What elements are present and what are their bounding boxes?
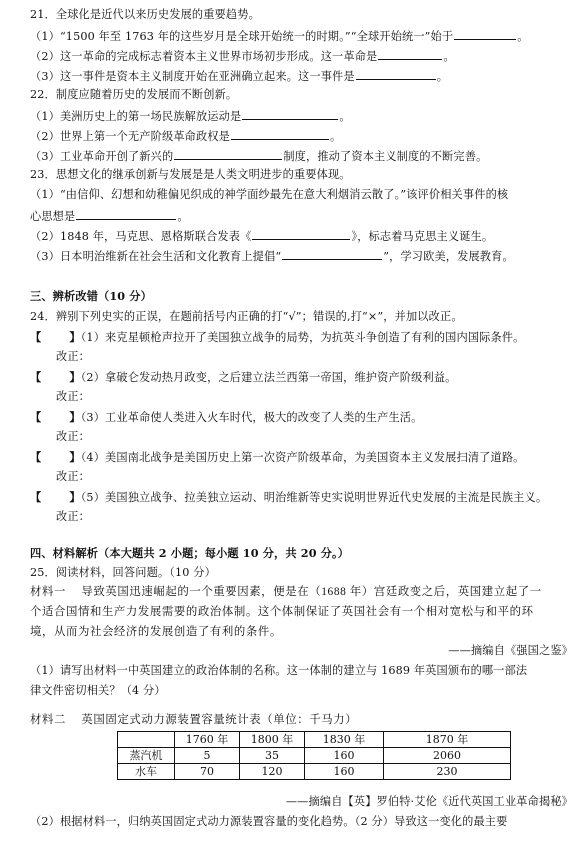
power-capacity-table — [117, 731, 511, 780]
q24-item-2: 【 】（2）拿破仑发动热月政变，之后建立法兰西第一帝国，维护资产阶级利益。 — [30, 370, 457, 384]
q24-item-3: 【 】（3）工业革命使人类进入火车时代，极大的改变了人类的生产生活。 — [30, 410, 423, 424]
q23-part3: （3）日本明治维新在社会生活和文化教育上提倡“ ”，学习欧美，发展教育。 — [30, 250, 514, 263]
table-header-cell — [118, 732, 175, 748]
section3-title: 三、辨析改错（10 分） — [30, 289, 152, 303]
q24-item-1: 【 】（1）来克星顿枪声拉开了美国独立战争的局势，为抗英斗争创造了有利的国内国际条件。 — [30, 330, 525, 344]
q21-part3: （3）这一事件是资本主义制度开始在亚洲确立起来。这一事件是 。 — [30, 70, 449, 83]
q22-part2: （2）世界上第一个无产阶级革命政权是 。 — [30, 130, 342, 143]
table-cell: 水车 — [118, 764, 175, 780]
material2-source: ——摘编自【英】罗伯特·艾伦《近代英国工业革命揭秘》 — [285, 795, 573, 808]
q25-part1-line1: （1）请写出材料一中英国建立的政治体制的名称。这一体制的建立与 1689 年英国颁布的哪一部法 — [30, 664, 528, 677]
q21-part1: （1）“1500 年至 1763 年的这些岁月是全球开始统一的时期。”“全球开始统一”始于 。 — [30, 30, 529, 43]
table-header-cell: 1800 年 — [240, 732, 305, 748]
material1-line1: 材料一 导致英国迅速崛起的一个重要因素，便是在（1688 年）宫廷政变之后，英国建立起了一 — [30, 586, 542, 598]
table-cell: 230 — [384, 764, 511, 780]
q24-fix-5: 改正： — [56, 510, 91, 523]
q24-fix-3: 改正： — [56, 430, 91, 443]
answer-blank[interactable] — [231, 128, 329, 140]
table-cell: 70 — [175, 764, 240, 780]
table-cell: 160 — [305, 764, 384, 780]
q25-stem: 25．阅读材料，回答问题。（10 分） — [30, 566, 216, 579]
q24-stem: 24．辨别下列史实的正误，在题前括号内正确的打“√”；错误的,打“×”，并加以改正。 — [30, 310, 463, 323]
q22-part3: （3）工业革命开创了新兴的 制度，推动了资本主义制度的不断完善。 — [30, 150, 488, 163]
q23-part2: （2）1848 年，马克思、恩格斯联合发表《 》，标志着马克思主义诞生。 — [30, 230, 494, 243]
answer-blank[interactable] — [242, 108, 338, 120]
answer-blank[interactable] — [76, 208, 176, 220]
table-cell: 160 — [305, 748, 384, 764]
q23-stem: 23．思想文化的继承创新与发展是是人类文明进步的重要体现。 — [30, 168, 351, 181]
q21-stem: 21．全球化是近代以来历史发展的重要趋势。 — [30, 8, 260, 21]
table-row — [118, 764, 511, 780]
q24-item-4: 【 】（4）美国南北战争是美国历史上第一次资产阶级革命，为美国资本主义发展扫清了道路。 — [30, 450, 525, 464]
q23-part1-line1: （1）“由信仰、幻想和幼稚偏见织成的神学面纱最先在意大利烟消云散了。”该评价相关事件的核 — [30, 188, 509, 201]
q22-stem: 22．制度应随着历史的发展而不断创新。 — [30, 88, 238, 101]
q25-part2: （2）根据材料一，归纳英国固定式动力源装置容量的变化趋势。（2 分）导致这一变化的最主要 — [30, 815, 508, 828]
q24-fix-4: 改正： — [56, 470, 91, 483]
answer-blank[interactable] — [356, 68, 436, 80]
q22-part1: （1）美洲历史上的第一场民族解放运动是 。 — [30, 110, 351, 123]
answer-blank[interactable] — [378, 48, 442, 60]
table-cell: 2060 — [384, 748, 511, 764]
table-row — [118, 748, 511, 764]
q24-fix-1: 改正： — [56, 350, 91, 363]
table-cell: 蒸汽机 — [118, 748, 175, 764]
q24-item-5: 【 】（5）美国独立战争、拉美独立运动、明治维新等史实说明世界近代史发展的主流是民族主义。 — [30, 490, 548, 504]
table-header-cell: 1760 年 — [175, 732, 240, 748]
section4-title: 四、材料解析（本大题共 2 小题；每小题 10 分，共 20 分。） — [30, 546, 350, 560]
answer-blank[interactable] — [174, 148, 282, 160]
q25-part1-line2: 律文件密切相关？（4 分） — [30, 684, 166, 697]
q21-part2: （2）这一革命的完成标志着资本主义世界市场初步形成。这一革命是 。 — [30, 50, 455, 63]
table-header-cell: 1870 年 — [384, 732, 511, 748]
table-cell: 5 — [175, 748, 240, 764]
table-header-row — [118, 732, 511, 748]
q23-part1-line2: 心思想是 。 — [30, 210, 189, 223]
answer-blank[interactable] — [252, 228, 350, 240]
material1-source: ——摘编自《强国之鉴》 — [448, 644, 573, 657]
q24-fix-2: 改正： — [56, 390, 91, 403]
material1-line3: 境，从而为社会经济的发展创造了有利的条件。 — [30, 626, 282, 638]
table-cell: 35 — [240, 748, 305, 764]
answer-blank[interactable] — [454, 28, 516, 40]
material2-title: 材料二 英国固定式动力源装置容量统计表（单位：千马力） — [30, 714, 358, 726]
table-header-cell: 1830 年 — [305, 732, 384, 748]
table-cell: 120 — [240, 764, 305, 780]
answer-blank[interactable] — [282, 248, 382, 260]
material1-line2: 个适合国情和生产力发展需要的政治体制。这个体制保证了英国社会有一个相对宽松与和平的环 — [30, 606, 534, 618]
